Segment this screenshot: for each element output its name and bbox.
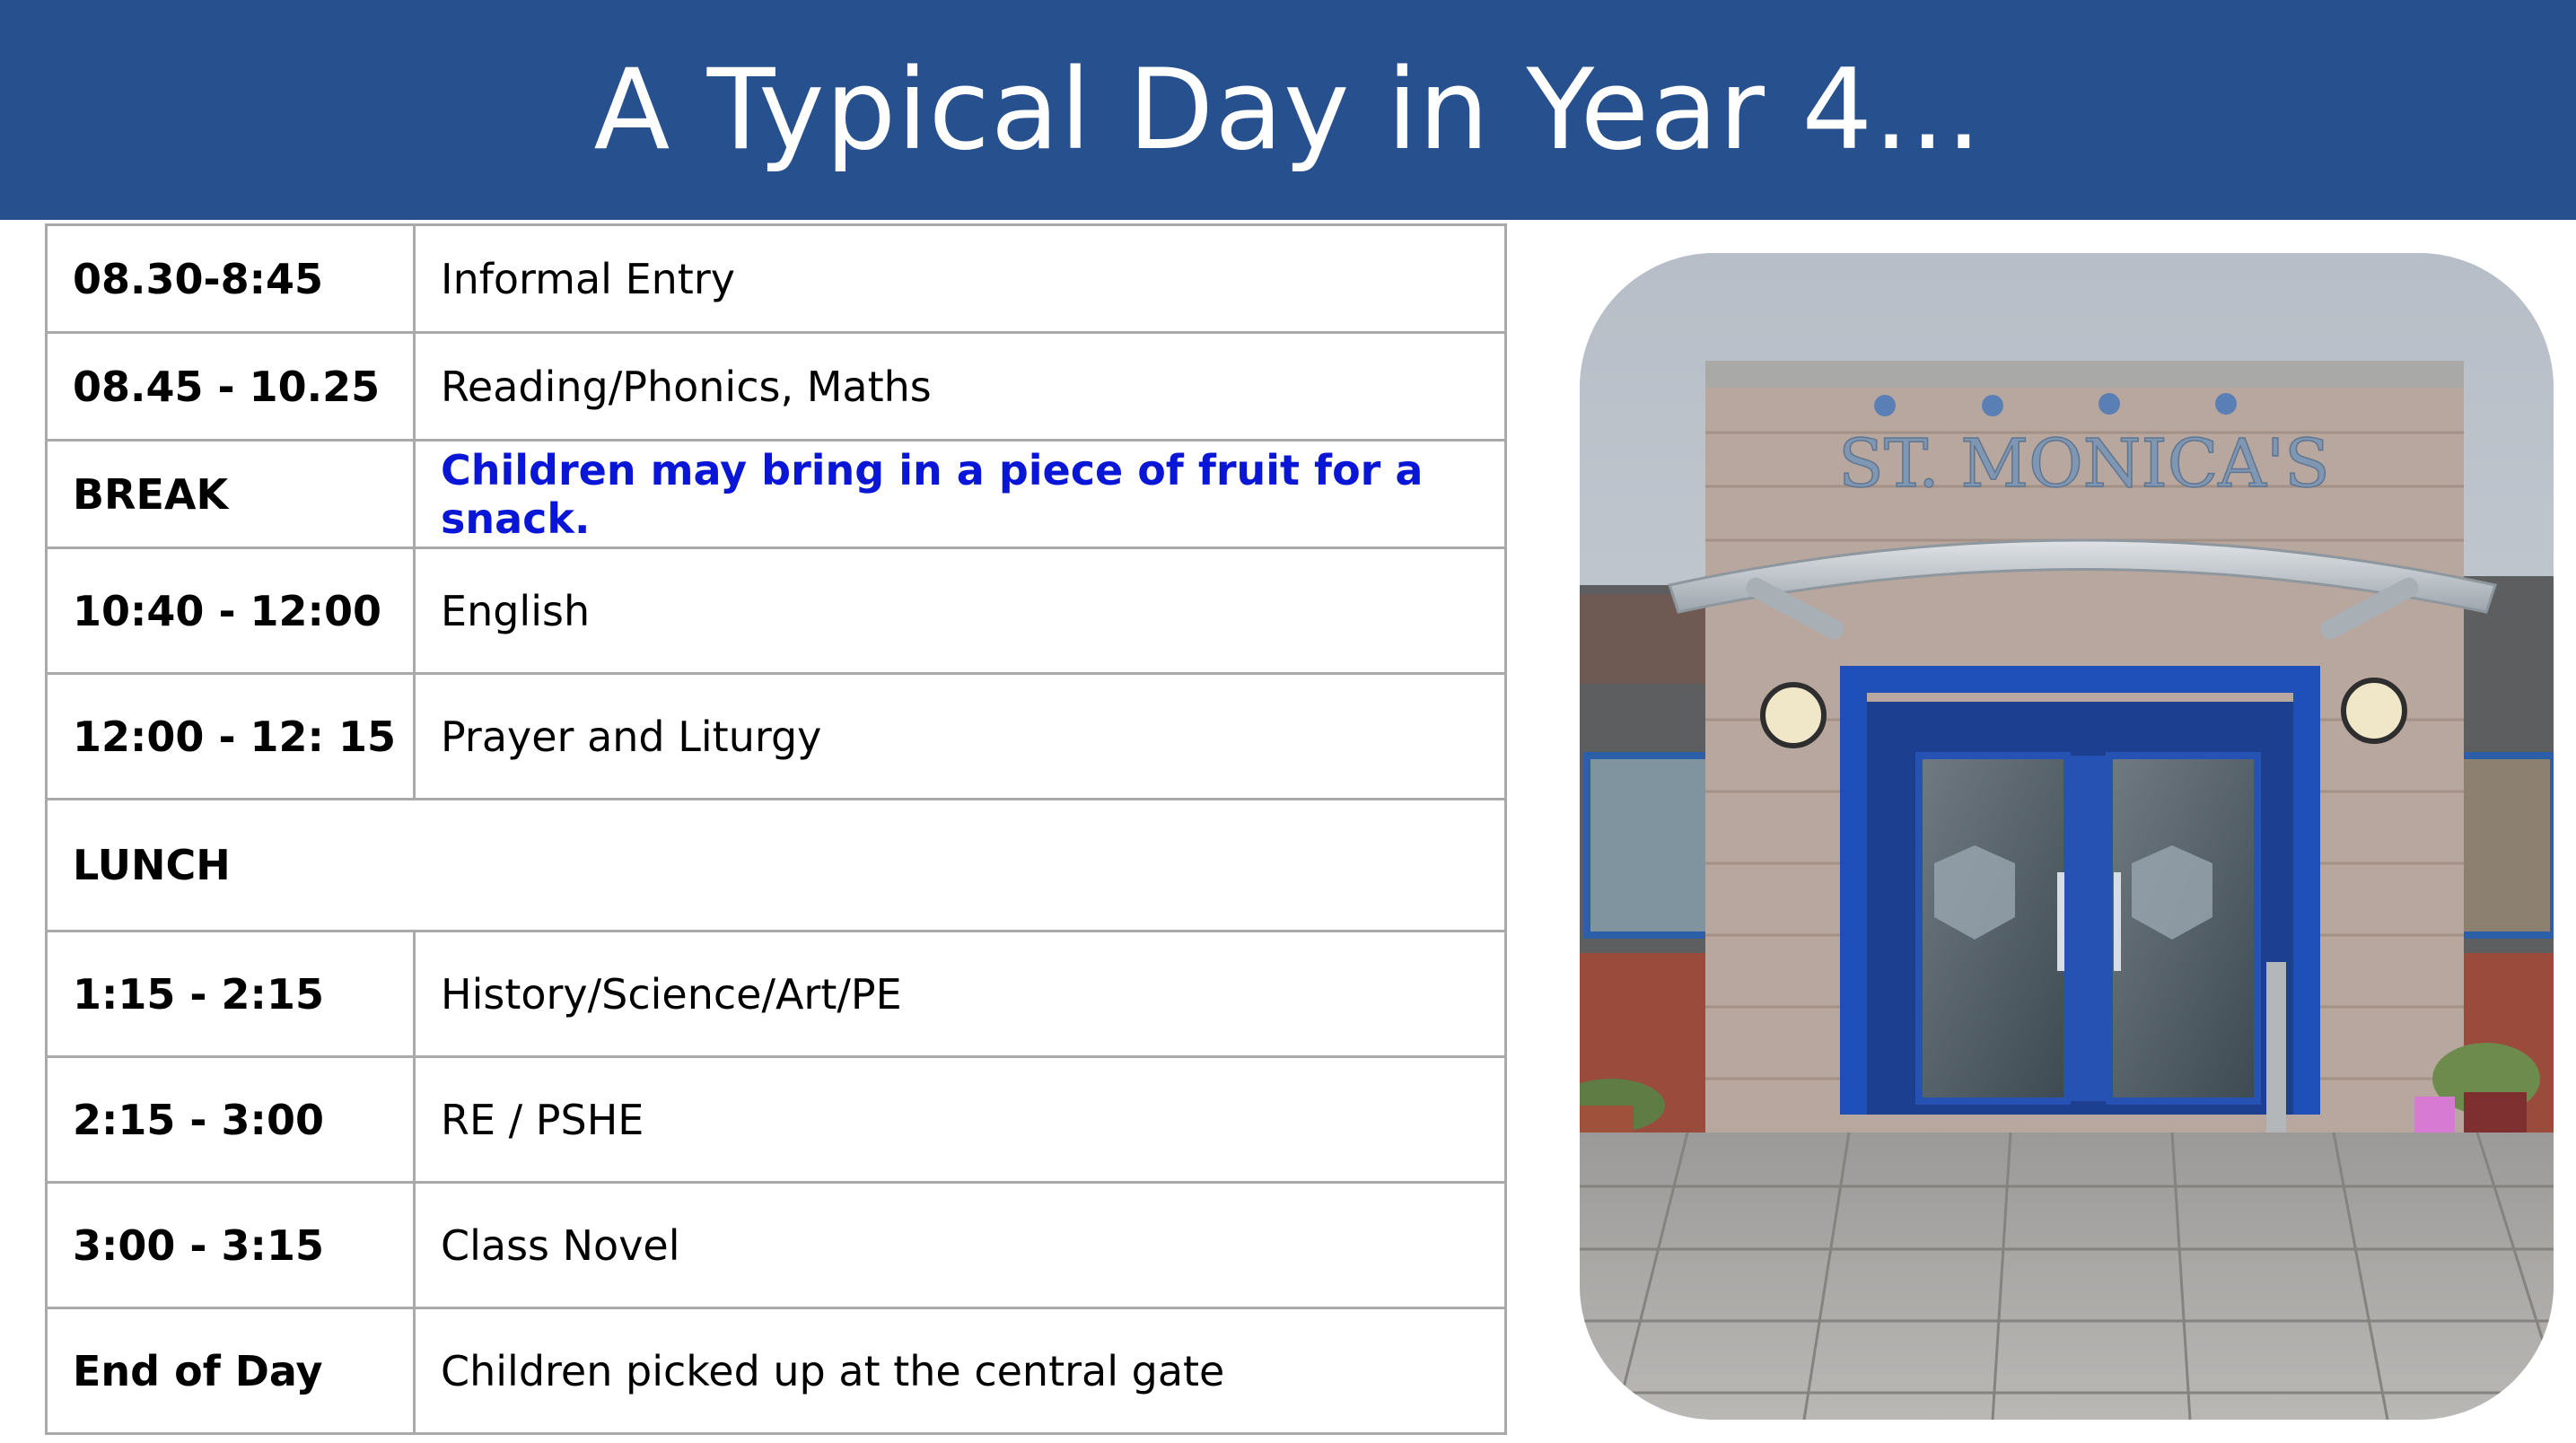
- activity-cell: Informal Entry: [415, 225, 1506, 333]
- school-entrance-photo: [1580, 253, 2554, 1420]
- table-row: [47, 1308, 1506, 1434]
- table-row: [47, 1183, 1506, 1308]
- time-cell: 10:40 - 12:00: [47, 548, 415, 674]
- wall-light-icon: [2344, 680, 2405, 741]
- table-row: [47, 548, 1506, 674]
- time-cell: 08.45 - 10.25: [47, 333, 415, 441]
- table-row: [47, 800, 1506, 931]
- time-cell: 1:15 - 2:15: [47, 931, 415, 1057]
- door-handle-icon: [2114, 872, 2121, 971]
- table-row: [47, 441, 1506, 548]
- activity-cell: Class Novel: [415, 1183, 1506, 1308]
- activity-cell: Prayer and Liturgy: [415, 674, 1506, 800]
- activity-cell: Reading/Phonics, Maths: [415, 333, 1506, 441]
- time-cell: 2:15 - 3:00: [47, 1057, 415, 1183]
- activity-cell: Children picked up at the central gate: [415, 1308, 1506, 1434]
- snack-note-cell: Children may bring in a piece of fruit for a snack.: [415, 441, 1506, 548]
- door-handle-icon: [2057, 872, 2064, 971]
- activity-cell: RE / PSHE: [415, 1057, 1506, 1183]
- school-sign-icon: ST. MONICA'S: [1838, 425, 2330, 503]
- table-row: [47, 931, 1506, 1057]
- slide-title: A Typical Day in Year 4...: [593, 45, 1983, 175]
- activity-cell: History/Science/Art/PE: [415, 931, 1506, 1057]
- time-cell: 12:00 - 12: 15: [47, 674, 415, 800]
- activity-cell: English: [415, 548, 1506, 674]
- time-cell: BREAK: [47, 441, 415, 548]
- table-row: [47, 225, 1506, 333]
- table-row: [47, 333, 1506, 441]
- lunch-cell: LUNCH: [47, 800, 1506, 931]
- time-cell: End of Day: [47, 1308, 415, 1434]
- daily-schedule-table: [45, 223, 1507, 1435]
- wall-light-icon: [1763, 685, 1824, 746]
- title-banner: [0, 0, 2576, 220]
- table-row: [47, 1057, 1506, 1183]
- time-cell: 08.30-8:45: [47, 225, 415, 333]
- table-row: [47, 674, 1506, 800]
- time-cell: 3:00 - 3:15: [47, 1183, 415, 1308]
